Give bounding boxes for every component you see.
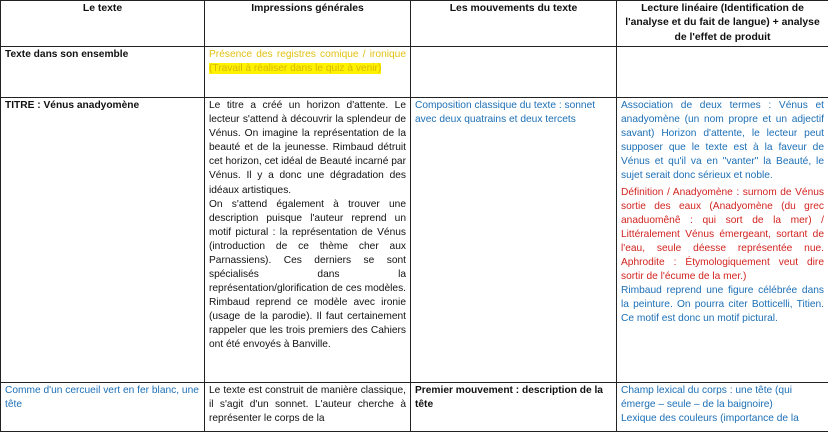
header-lecture: Lecture linéaire (Identification de l'analyse et du fait de langue) + analyse de l'effet de produit bbox=[617, 1, 828, 47]
cell-lecture bbox=[617, 47, 828, 98]
cell-mouvements bbox=[411, 47, 617, 98]
header-row bbox=[1, 1, 828, 47]
cell-texte bbox=[1, 383, 205, 432]
table-row bbox=[1, 383, 828, 432]
cell-mouvements bbox=[411, 98, 617, 383]
mouvements-text: Composition classique du texte : sonnet avec deux quatrains et deux tercets bbox=[415, 100, 595, 125]
lecture-paragraph: Lexique des couleurs (importance de la bbox=[621, 412, 824, 426]
header-mouvements: Les mouvements du texte bbox=[411, 1, 617, 47]
cell-lecture bbox=[617, 98, 828, 383]
lecture-paragraph: Association de deux termes : Vénus et anadyomène (un nom propre et un adjectif savant) Horizon d'attente, le lecteur peut supposer que le texte est à la faveur de Vénus et qu'il va en "vanter" la Beauté, le sujet serait donc sérieux et noble. bbox=[621, 99, 824, 183]
cell-text: Comme d'un cercueil vert en fer blanc, une tête bbox=[5, 385, 199, 410]
table-row bbox=[1, 47, 828, 98]
header-le-texte: Le texte bbox=[1, 1, 205, 47]
mouvements-text: Premier mouvement : description de la tête bbox=[415, 385, 603, 410]
impressions-text: Le texte est construit de manière classique, il s'agit d'un sonnet. L'auteur cherche à représenter le corps de la bbox=[209, 385, 406, 424]
impressions-paragraph: On s'attend également à trouver une description puisque l'auteur reprend un motif pictural : la représentation de Vénus (introduction de ce thème cher aux Parnassiens). Ces derniers se sont spécialisés dans la représentation/glorification de ces modèles. Rimbaud reprend ce modèle avec ironie (usage de la parodie). Il faut certainement rappeler que les trois premiers des Cahiers ont été envoyés à Banville. bbox=[209, 198, 406, 353]
cell-text: Texte dans son ensemble bbox=[5, 49, 128, 60]
cell-texte bbox=[1, 98, 205, 383]
lecture-definition: Définition / Anadyomène : surnom de Vénus sortie des eaux (Anadyomène (du grec anaduomênê : qui sort de la mer) / Littéralement Vénus émergeant, sortant de l'eau, seule déesse représentée nue. Aphrodite : Étymologiquement veut dire sortir de l'écume de la mer.) bbox=[621, 186, 824, 285]
impressions-paragraph: Le titre a créé un horizon d'attente. Le lecteur s'attend à découvrir la splendeur de Vénus. On imagine la représentation de la beauté et de la jeunesse. Rimbaud détruit cet horizon, cet idéal de Beauté incarné par Vénus. Il y a donc une dégradation des idéaux artistiques. bbox=[209, 99, 406, 198]
impressions-text: Présence des registres comique / ironique bbox=[209, 49, 406, 60]
cell-impressions bbox=[205, 98, 411, 383]
cell-impressions bbox=[205, 47, 411, 98]
highlighted-note: (Travail à réaliser dans le quiz à venir) bbox=[209, 63, 381, 74]
table-row bbox=[1, 98, 828, 383]
cell-mouvements bbox=[411, 383, 617, 432]
header-impressions: Impressions générales bbox=[205, 1, 411, 47]
lecture-paragraph: Champ lexical du corps : une tête (qui émerge – seule – de la baignoire) bbox=[621, 384, 824, 412]
cell-lecture bbox=[617, 383, 828, 432]
lecture-paragraph: Rimbaud reprend une figure célébrée dans la peinture. On pourra citer Botticelli, Titien. Ce motif est donc un motif pictural. bbox=[621, 284, 824, 326]
cell-text: TITRE : Vénus anadyomène bbox=[5, 100, 139, 111]
cell-texte bbox=[1, 47, 205, 98]
cell-impressions bbox=[205, 383, 411, 432]
